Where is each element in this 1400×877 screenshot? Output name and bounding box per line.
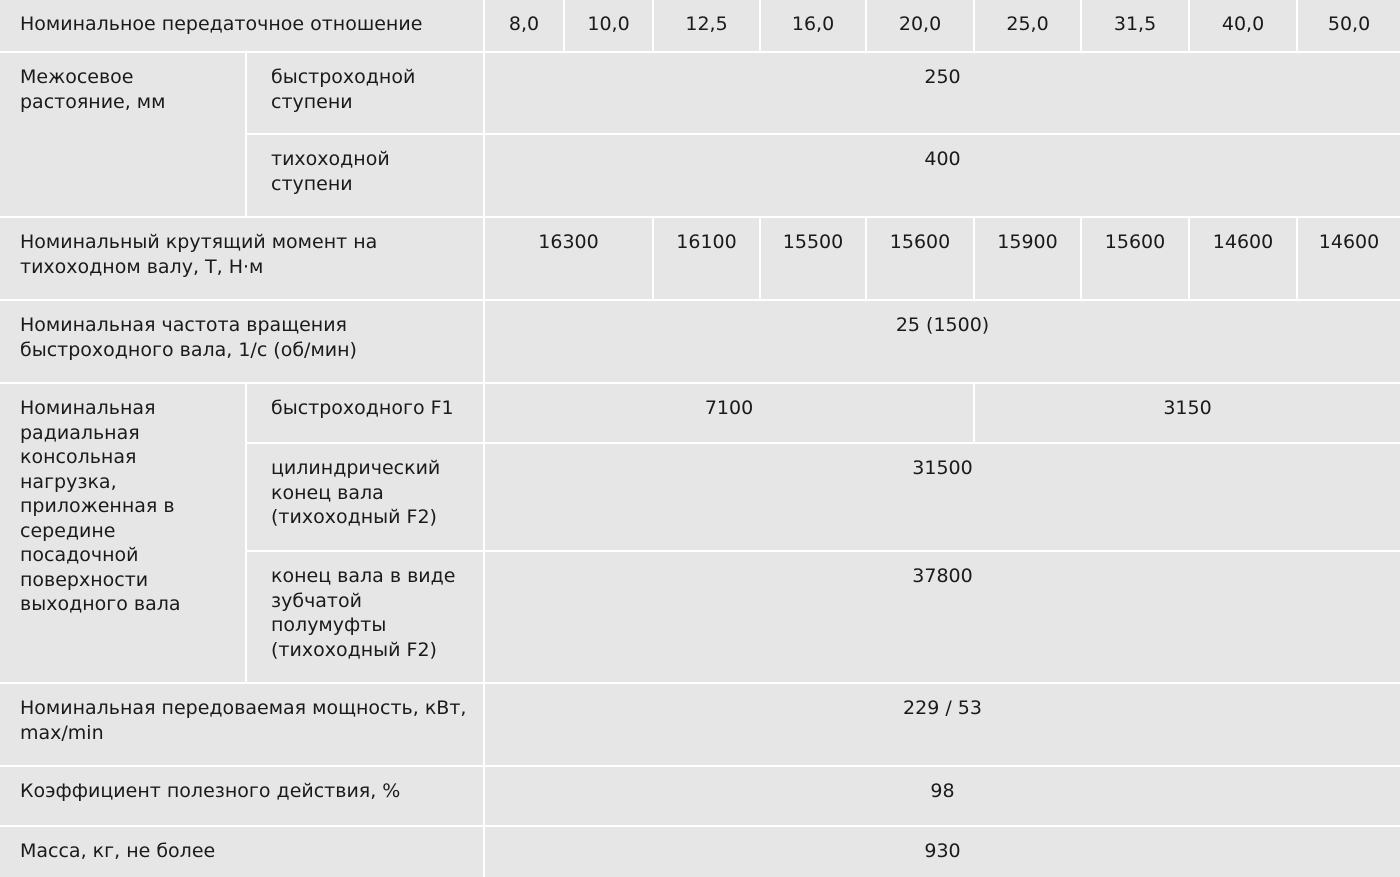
mass-label: Масса, кг, не более xyxy=(0,826,484,877)
mass-row xyxy=(0,826,1400,877)
torque-value: 15600 xyxy=(866,217,974,300)
radial-load-f1-row xyxy=(0,383,1400,443)
ratio-value: 20,0 xyxy=(866,0,974,52)
cylindrical-shaft-label: цилиндрический конец вала (тихоходный F2) xyxy=(246,443,484,551)
torque-value: 15500 xyxy=(760,217,866,300)
ratio-value: 8,0 xyxy=(484,0,564,52)
fast-stage-value: 250 xyxy=(484,52,1400,134)
mass-value: 930 xyxy=(484,826,1400,877)
ratio-value: 40,0 xyxy=(1189,0,1297,52)
f1-label: быстроходного F1 xyxy=(246,383,484,443)
efficiency-label: Коэффициент полезного действия, % xyxy=(0,766,484,826)
radial-load-label: Номинальная радиальная консольная нагрузка, приложенная в середине посадочной поверхности выходного вала xyxy=(0,383,246,683)
torque-label: Номинальный крутящий момент на тихоходном валу, Т, Н·м xyxy=(0,217,484,300)
center-distance-fast-row xyxy=(0,52,1400,134)
speed-label: Номинальная частота вращения быстроходного вала, 1/с (об/мин) xyxy=(0,300,484,383)
efficiency-value: 98 xyxy=(484,766,1400,826)
torque-value: 14600 xyxy=(1297,217,1400,300)
torque-value: 16100 xyxy=(653,217,760,300)
ratio-value: 16,0 xyxy=(760,0,866,52)
cylindrical-shaft-value: 31500 xyxy=(484,443,1400,551)
power-row xyxy=(0,683,1400,766)
torque-value: 15900 xyxy=(974,217,1081,300)
slow-stage-label: тихоходной ступени xyxy=(246,134,484,217)
f1-value: 7100 xyxy=(484,383,974,443)
gear-coupling-value: 37800 xyxy=(484,551,1400,683)
ratio-row xyxy=(0,0,1400,52)
ratio-label: Номинальное передаточное отношение xyxy=(0,0,484,52)
power-label: Номинальная передоваемая мощность, кВт, max/min xyxy=(0,683,484,766)
ratio-value: 12,5 xyxy=(653,0,760,52)
torque-value: 16300 xyxy=(484,217,653,300)
efficiency-row xyxy=(0,766,1400,826)
ratio-value: 50,0 xyxy=(1297,0,1400,52)
torque-row xyxy=(0,217,1400,300)
gear-coupling-label: конец вала в виде зубчатой полумуфты (тихоходный F2) xyxy=(246,551,484,683)
ratio-value: 31,5 xyxy=(1081,0,1189,52)
ratio-value: 25,0 xyxy=(974,0,1081,52)
power-value: 229 / 53 xyxy=(484,683,1400,766)
center-distance-label: Межосевое растояние, мм xyxy=(0,52,246,217)
f1-value: 3150 xyxy=(974,383,1400,443)
speed-row xyxy=(0,300,1400,383)
speed-value: 25 (1500) xyxy=(484,300,1400,383)
ratio-value: 10,0 xyxy=(564,0,653,52)
torque-value: 15600 xyxy=(1081,217,1189,300)
slow-stage-value: 400 xyxy=(484,134,1400,217)
torque-value: 14600 xyxy=(1189,217,1297,300)
fast-stage-label: быстроходной ступени xyxy=(246,52,484,134)
